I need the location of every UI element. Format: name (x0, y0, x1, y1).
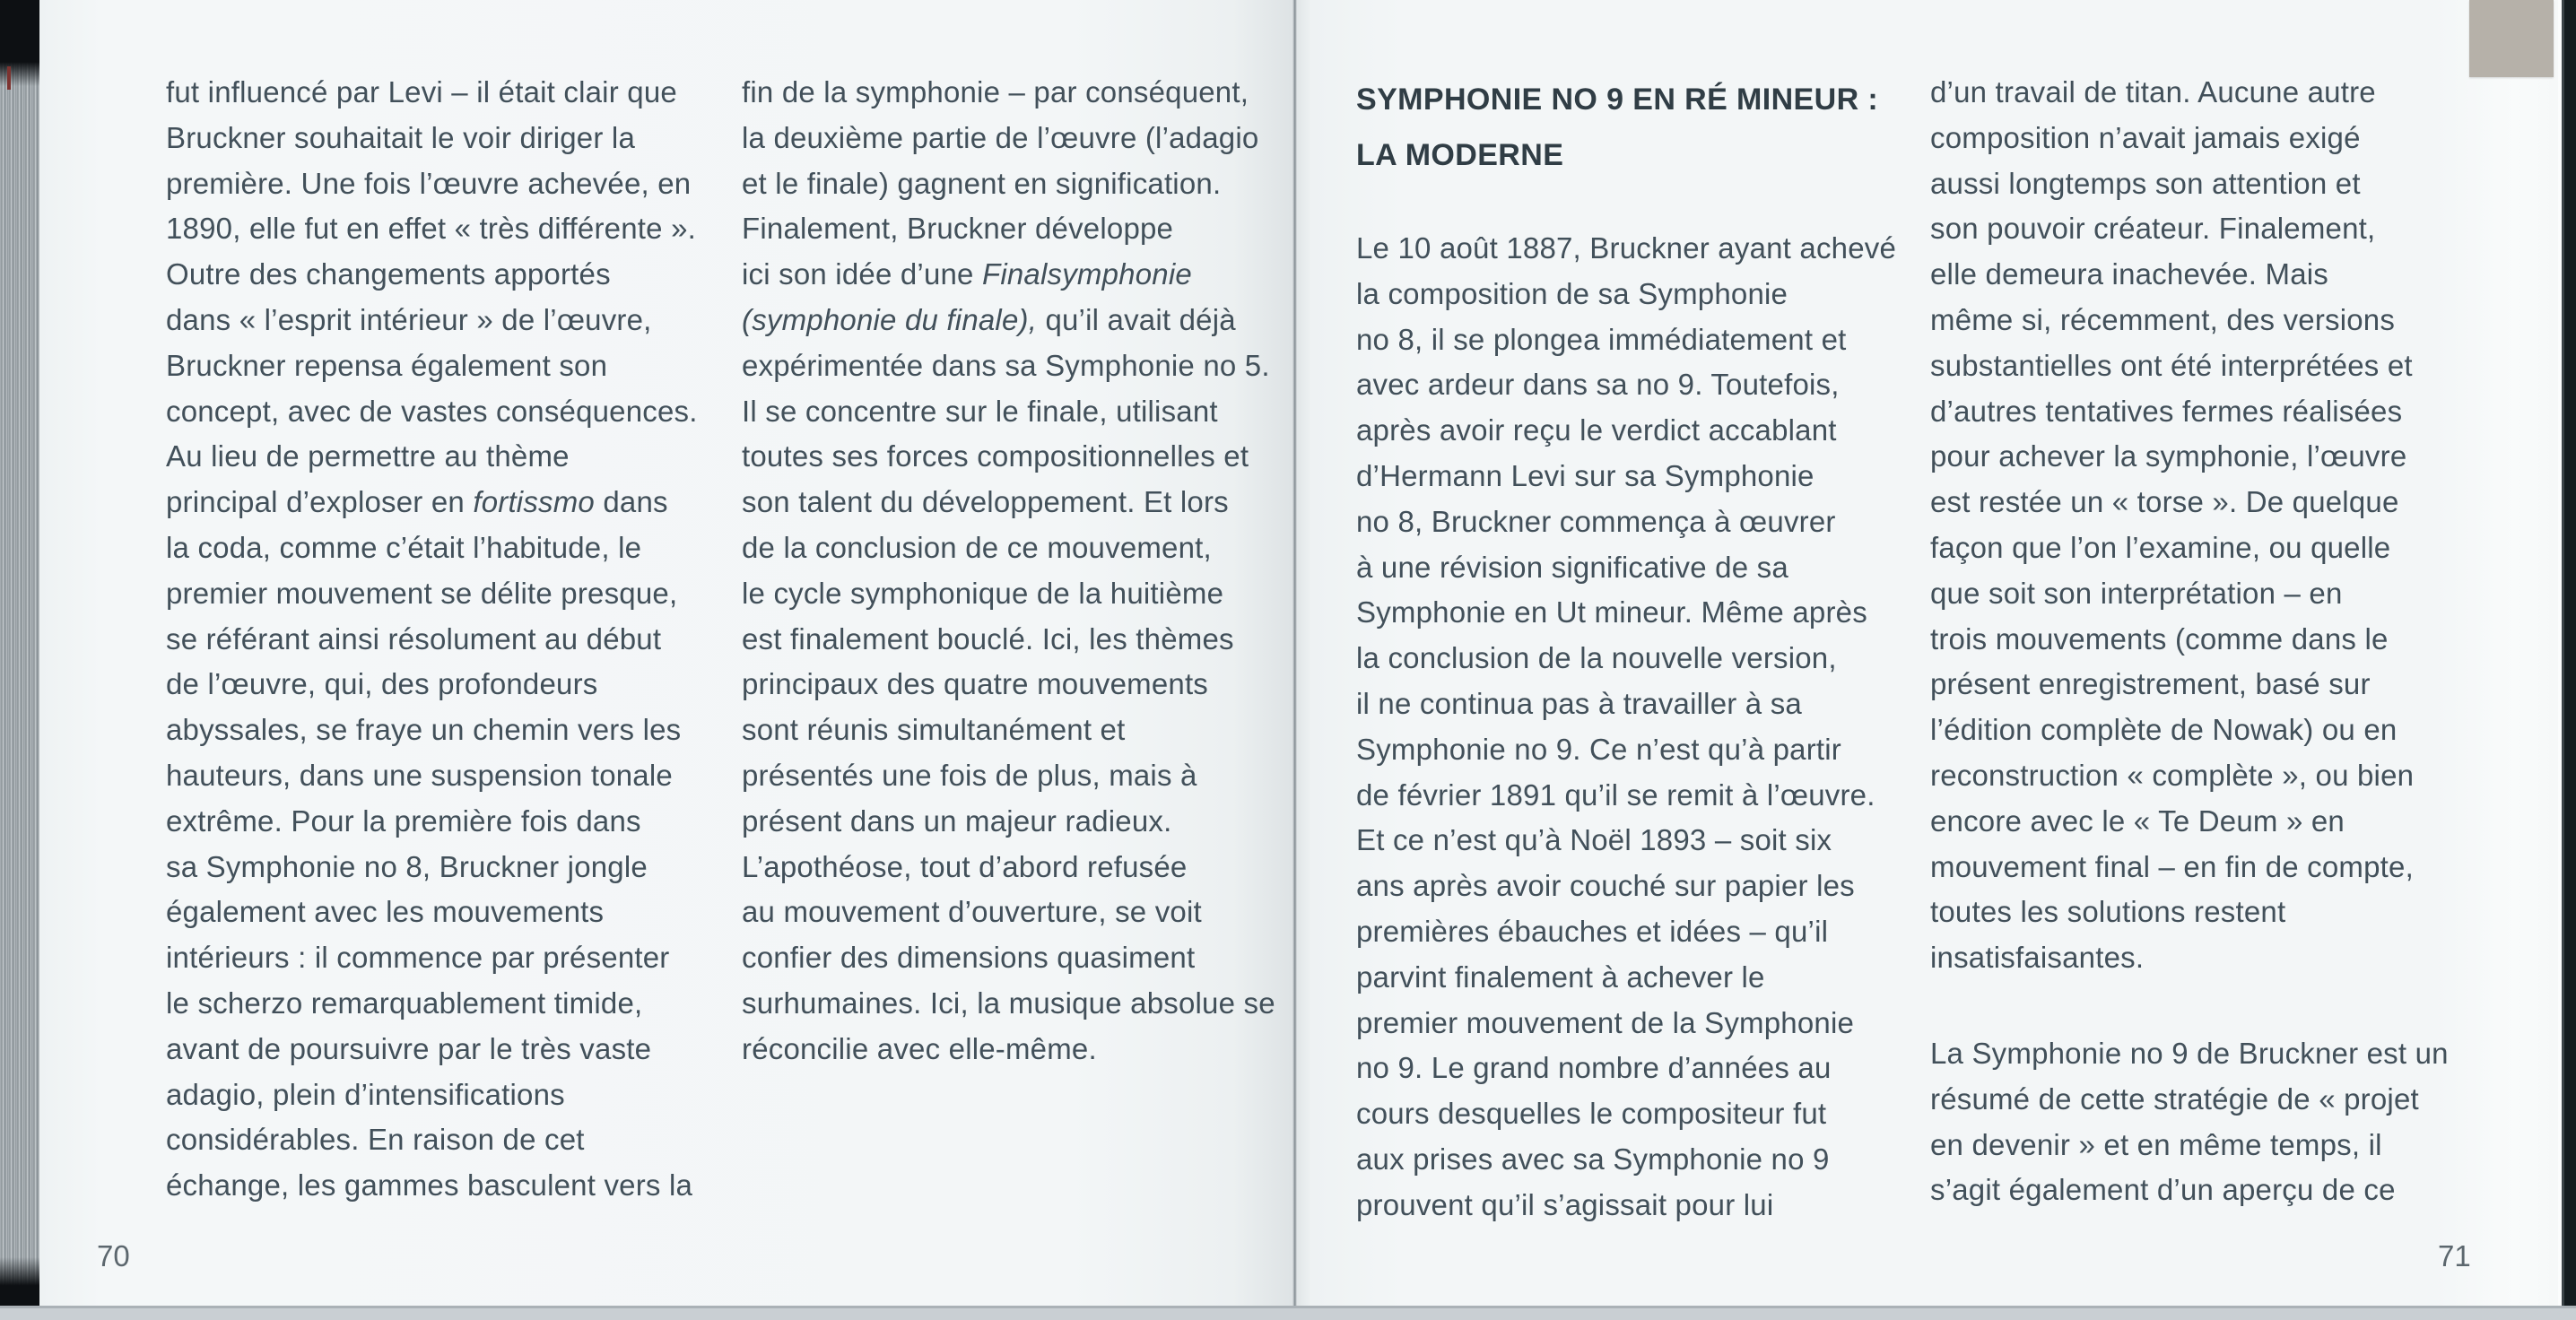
text-line: toutes ses forces compositionnelles et (742, 439, 1249, 473)
text-line: Finalement, Bruckner développe (742, 212, 1174, 246)
text-line: avec ardeur dans sa no 9. Toutefois, (1356, 368, 1840, 402)
text-line: toutes les solutions restent (1930, 895, 2286, 929)
text-line: premier mouvement de la Symphonie (1356, 1005, 1855, 1039)
text-line: réconcilie avec elle-même. (742, 1031, 1097, 1065)
paragraph (1356, 226, 1916, 1229)
text-line: hauteurs, dans une suspension tonale (166, 758, 673, 792)
text-line: son talent du développement. Et lors (742, 485, 1229, 519)
text-line: le cycle symphonique de la huitième (742, 576, 1224, 610)
text-line: est finalement bouclé. Ici, les thèmes (742, 621, 1234, 656)
binding-thread (7, 66, 11, 90)
text-line: aussi longtemps son attention et (1930, 166, 2361, 200)
paragraph (742, 70, 1298, 1072)
page-number-right: 71 (2438, 1239, 2471, 1272)
text-line: fin de la symphonie – par conséquent, (742, 75, 1249, 109)
left-page (39, 0, 1295, 1307)
text-line: concept, avec de vastes conséquences. (166, 394, 698, 428)
text-line: La Symphonie no 9 de Bruckner est un (1930, 1036, 2449, 1070)
text-line: présent dans un majeur radieux. (742, 803, 1172, 838)
text-line: substantielles ont été interprétées et (1930, 348, 2413, 382)
text-line: Bruckner souhaitait le voir diriger la (166, 120, 635, 154)
text-line: l’édition complète de Nowak) ou en (1930, 713, 2398, 747)
text-line: expérimentée dans sa Symphonie no 5. (742, 348, 1270, 382)
text-line: reconstruction « complète », ou bien (1930, 758, 2415, 792)
text-line: considérables. En raison de cet (166, 1123, 585, 1157)
text-line: L’apothéose, tout d’abord refusée (742, 849, 1188, 883)
text-line: première. Une fois l’œuvre achevée, en (166, 166, 692, 200)
text-line: pour achever la symphonie, l’œuvre (1930, 439, 2407, 473)
text-line: d’Hermann Levi sur sa Symphonie (1356, 458, 1815, 492)
text-line: intérieurs : il commence par présenter (166, 941, 670, 975)
page-gutter (1292, 0, 1297, 1307)
text-line: insatisfaisantes. (1930, 941, 2145, 975)
text-line: présentés une fois de plus, mais à (742, 758, 1197, 792)
text-line: même si, récemment, des versions (1930, 302, 2396, 336)
text-line: façon que l’on l’examine, ou quelle (1930, 530, 2391, 564)
text-line: Outre des changements apportés (166, 257, 611, 291)
text-line: surhumaines. Ici, la musique absolue se (742, 986, 1275, 1020)
text-line: dans « l’esprit intérieur » de l’œuvre, (166, 302, 652, 336)
paragraph (1930, 1031, 2490, 1213)
scan-surface-bottom (0, 1306, 2576, 1320)
left-page-column-1 (166, 70, 722, 1209)
text-line: Bruckner repensa également son (166, 348, 608, 382)
bookmark-tab (2469, 0, 2554, 77)
text-line: également avec les mouvements (166, 895, 605, 929)
text-line: no 8, il se plongea immédiatement et (1356, 322, 1847, 356)
text-line: et le finale) gagnent en signification. (742, 166, 1222, 200)
text-line: d’autres tentatives fermes réalisées (1930, 394, 2403, 428)
section-heading-line-1: SYMPHONIE NO 9 EN RÉ MINEUR : (1356, 82, 1879, 117)
text-line: abyssales, se fraye un chemin vers les (166, 713, 682, 747)
text-line: no 8, Bruckner commença à œuvrer (1356, 504, 1836, 538)
text-line: composition n’avait jamais exigé (1930, 120, 2361, 154)
text-line: sa Symphonie no 8, Bruckner jongle (166, 849, 648, 883)
section-heading-line-2: LA MODERNE (1356, 138, 1564, 172)
text-line: il ne continua pas à travailler à sa (1356, 686, 1802, 720)
text-line: no 9. Le grand nombre d’années au (1356, 1051, 1832, 1085)
text-line: confier des dimensions quasiment (742, 941, 1196, 975)
text-line: principal d’exploser en fortissmo dans (166, 485, 668, 519)
text-line: la coda, comme c’était l’habitude, le (166, 530, 642, 564)
text-line: Et ce n’est qu’à Noël 1893 – soit six (1356, 823, 1832, 857)
text-line: s’agit également d’un aperçu de ce (1930, 1173, 2396, 1207)
text-line: premier mouvement se délite presque, (166, 576, 678, 610)
text-line: Symphonie en Ut mineur. Même après (1356, 595, 1867, 630)
text-line: aux prises avec sa Symphonie no 9 (1356, 1142, 1830, 1176)
right-page-column-1 (1356, 226, 1916, 1229)
text-line: trois mouvements (comme dans le (1930, 621, 2389, 656)
text-line: résumé de cette stratégie de « projet (1930, 1081, 2419, 1116)
text-line: adagio, plein d’intensifications (166, 1077, 565, 1111)
text-line: échange, les gammes basculent vers la (166, 1168, 693, 1203)
text-line: après avoir reçu le verdict accablant (1356, 413, 1837, 447)
text-line: prouvent qu’il s’agissait pour lui (1356, 1187, 1774, 1221)
text-line: de février 1891 qu’il se remit à l’œuvre. (1356, 777, 1875, 812)
right-page-column-2 (1930, 70, 2490, 1213)
text-line: parvint finalement à achever le (1356, 960, 1765, 994)
text-line: son pouvoir créateur. Finalement, (1930, 212, 2376, 246)
text-line: que soit son interprétation – en (1930, 576, 2343, 610)
text-line: la conclusion de la nouvelle version, (1356, 641, 1837, 675)
text-line: est restée un « torse ». De quelque (1930, 485, 2399, 519)
page-number-left: 70 (97, 1239, 130, 1272)
text-line: Il se concentre sur le finale, utilisant (742, 394, 1218, 428)
paragraph (166, 70, 722, 1209)
text-line: sont réunis simultanément et (742, 713, 1126, 747)
text-line: principaux des quatre mouvements (742, 667, 1209, 701)
text-line: au mouvement d’ouverture, se voit (742, 895, 1202, 929)
text-line: (symphonie du finale), qu’il avait déjà (742, 302, 1236, 336)
text-line: encore avec le « Te Deum » en (1930, 803, 2345, 838)
paragraph (1930, 70, 2490, 981)
text-line: la composition de sa Symphonie (1356, 276, 1788, 310)
text-line: premières ébauches et idées – qu’il (1356, 914, 1829, 948)
text-line: la deuxième partie de l’œuvre (l’adagio (742, 120, 1259, 154)
text-line: fut influencé par Levi – il était clair que (166, 75, 677, 109)
section-heading (1356, 72, 1878, 183)
text-line: mouvement final – en fin de compte, (1930, 849, 2414, 883)
text-line: elle demeura inachevée. Mais (1930, 257, 2329, 291)
text-line: extrême. Pour la première fois dans (166, 803, 641, 838)
text-line: avant de poursuivre par le très vaste (166, 1031, 652, 1065)
left-page-column-2 (742, 70, 1298, 1072)
text-line: Au lieu de permettre au thème (166, 439, 570, 473)
text-line: de la conclusion de ce mouvement, (742, 530, 1212, 564)
text-line: le scherzo remarquablement timide, (166, 986, 643, 1020)
text-line: 1890, elle fut en effet « très différente ». (166, 212, 696, 246)
text-line: d’un travail de titan. Aucune autre (1930, 75, 2376, 109)
text-line: de l’œuvre, qui, des profondeurs (166, 667, 598, 701)
text-line: à une révision significative de sa (1356, 550, 1788, 584)
text-line: en devenir » et en même temps, il (1930, 1127, 2382, 1161)
text-line: présent enregistrement, basé sur (1930, 667, 2371, 701)
text-line: cours desquelles le compositeur fut (1356, 1097, 1827, 1131)
text-line: ans après avoir couché sur papier les (1356, 869, 1855, 903)
text-line: Le 10 août 1887, Bruckner ayant achevé (1356, 231, 1897, 265)
book-page-edges-right (2558, 0, 2576, 1320)
text-line: ici son idée d’une Finalsymphonie (742, 257, 1192, 291)
book-page-edges-left (0, 0, 39, 1320)
text-line: Symphonie no 9. Ce n’est qu’à partir (1356, 732, 1842, 766)
text-line: se référant ainsi résolument au début (166, 621, 662, 656)
